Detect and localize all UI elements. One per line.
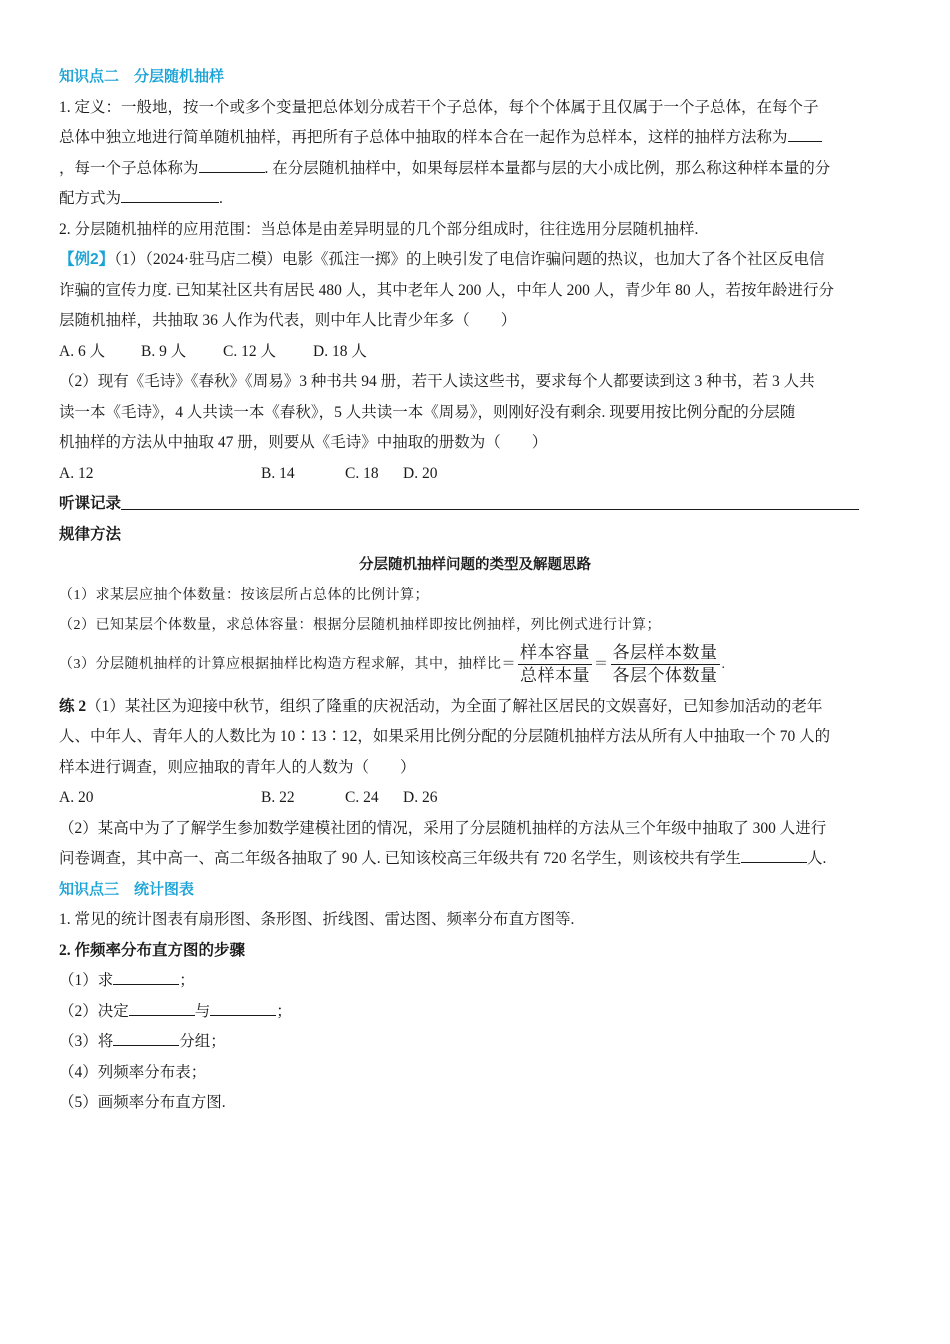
notes-row bbox=[59, 489, 891, 520]
answer-blank[interactable] bbox=[741, 844, 807, 863]
option-row bbox=[59, 783, 891, 814]
scope-line: 2. 分层随机抽样的应用范围：当总体是由差异明显的几个部分组成时，往往选用分层随机抽样. bbox=[59, 220, 699, 238]
option-d[interactable]: D. 18 人 bbox=[313, 342, 367, 360]
definition-line: ，每一个子总体称为 . 在分层随机抽样中，如果每层样本量都与层的大小成比例，那么称这种样本量的分 bbox=[59, 154, 891, 185]
answer-blank[interactable] bbox=[788, 123, 822, 142]
definition-line: 总体中独立地进行简单随机抽样，再把所有子总体中抽取的样本合在一起作为总样本，这样的抽样方法称为 bbox=[59, 123, 891, 154]
option-b[interactable]: B. 9 人 bbox=[141, 342, 187, 360]
worksheet-page bbox=[59, 62, 891, 1119]
definition-line: 1. 定义：一般地，按一个或多个变量把总体划分成若干个子总体，每个个体属于且仅属于一个子总体，在每个子 bbox=[59, 98, 819, 116]
step-item: （2）决定 与 ； bbox=[59, 997, 891, 1028]
step-item: （5）画频率分布直方图. bbox=[59, 1094, 226, 1111]
notes-label: 听课记录 bbox=[59, 495, 122, 512]
example-line: 【例2】（1）（2024·驻马店二模）电影《孤注一掷》的上映引发了电信诈骗问题的热议，也加大了各个社区反电信 bbox=[59, 251, 825, 268]
method-item: （1）求某层应抽个体数量：按该层所占总体的比例计算； bbox=[59, 587, 429, 603]
answer-blank[interactable] bbox=[121, 184, 219, 203]
section-heading-kp3: 知识点三 统计图表 bbox=[59, 880, 195, 898]
option-b[interactable]: B. 14 bbox=[261, 464, 295, 482]
section-heading-kp2: 知识点二 分层随机抽样 bbox=[59, 68, 225, 85]
option-d[interactable]: D. 26 bbox=[403, 789, 438, 806]
option-c[interactable]: C. 12 人 bbox=[223, 342, 276, 360]
method-item: （2）已知某层个体数量，求总体容量：根据分层随机抽样即按比例抽样，列比例式进行计算； bbox=[59, 618, 661, 633]
answer-blank[interactable] bbox=[129, 997, 195, 1016]
option-a[interactable]: A. 20 bbox=[59, 789, 94, 806]
example-line: 读一本《毛诗》，4 人共读一本《春秋》，5 人共读一本《周易》，则刚好没有剩余. 现要用按比例分配的分层随 bbox=[59, 403, 796, 421]
method-label: 规律方法 bbox=[59, 525, 122, 543]
option-b[interactable]: B. 22 bbox=[261, 789, 295, 806]
answer-blank[interactable] bbox=[199, 154, 265, 173]
definition-line: 配方式为 . bbox=[59, 184, 891, 215]
example-tag: 【例2】 bbox=[59, 251, 115, 268]
step-item: （1）求 ； bbox=[59, 966, 891, 997]
layer-fraction: $\frac{\text{各层样本数量}}{\text{各层个体数量}}$ bbox=[612, 642, 718, 685]
example-line: 层随机抽样，共抽取 36 人作为代表，则中年人比青少年多（ ） bbox=[59, 312, 517, 329]
histogram-steps-heading: 2. 作频率分布直方图的步骤 bbox=[59, 941, 246, 959]
chart-types-line: 1. 常见的统计图表有扇形图、条形图、折线图、雷达图、频率分布直方图等. bbox=[59, 911, 575, 928]
step-item: （3）将 分组； bbox=[59, 1027, 891, 1058]
option-d[interactable]: D. 20 bbox=[403, 464, 438, 482]
method-title: 分层随机抽样问题的类型及解题思路 bbox=[359, 557, 591, 573]
option-a[interactable]: A. 6 人 bbox=[59, 342, 106, 360]
practice-label: 练 2 bbox=[59, 697, 87, 715]
method-item: （3）分层随机抽样的计算应根据抽样比构造方程求解，其中，抽样比＝ $\frac{\text{样本容量}}{\text{总样本量}}$ ＝ $\frac{\text{各层样本数量}}{\text{各层个体数量}}$ . bbox=[59, 642, 726, 685]
practice-line: （2）某高中为了了解学生参加数学建模社团的情况，采用了分层随机抽样的方法从三个年级中抽取了 300 人进行 bbox=[59, 819, 827, 837]
option-c[interactable]: C. 18 bbox=[345, 464, 379, 482]
answer-blank[interactable] bbox=[113, 966, 179, 985]
practice-line: 问卷调查，其中高一、高二年级各抽取了 90 人. 已知该校高三年级共有 720 名学生，则该校共有学生 人. bbox=[59, 844, 891, 875]
step-item: （4）列频率分布表； bbox=[59, 1063, 207, 1081]
option-a[interactable]: A. 12 bbox=[59, 464, 94, 482]
sampling-fraction: $\frac{\text{样本容量}}{\text{总样本量}}$ bbox=[520, 642, 590, 685]
option-row bbox=[59, 337, 891, 368]
example-line: 诈骗的宣传力度. 已知某社区共有居民 480 人，其中老年人 200 人，中年人 200 人，青少年 80 人，若按年龄进行分 bbox=[59, 281, 835, 299]
answer-blank[interactable] bbox=[210, 997, 276, 1016]
notes-line[interactable] bbox=[121, 489, 859, 510]
practice-line: 练 2（1）某社区为迎接中秋节，组织了隆重的庆祝活动，为全面了解社区居民的文娱喜好，已知参加活动的老年 bbox=[59, 697, 823, 715]
example-line: （2）现有《毛诗》《春秋》《周易》3 种书共 94 册，若干人读这些书，要求每个人都要读到这 3 种书，若 3 人共 bbox=[59, 373, 815, 390]
example-line: 机抽样的方法从中抽取 47 册，则要从《毛诗》中抽取的册数为（ ） bbox=[59, 434, 548, 451]
practice-line: 人、中年人、青年人的人数比为 10∶13∶12，如果采用比例分配的分层随机抽样方法从所有人中抽取一个 70 人的 bbox=[59, 728, 831, 745]
option-row bbox=[59, 459, 891, 490]
option-c[interactable]: C. 24 bbox=[345, 789, 379, 806]
answer-blank[interactable] bbox=[113, 1027, 179, 1046]
practice-line: 样本进行调查，则应抽取的青年人的人数为（ ） bbox=[59, 758, 416, 776]
